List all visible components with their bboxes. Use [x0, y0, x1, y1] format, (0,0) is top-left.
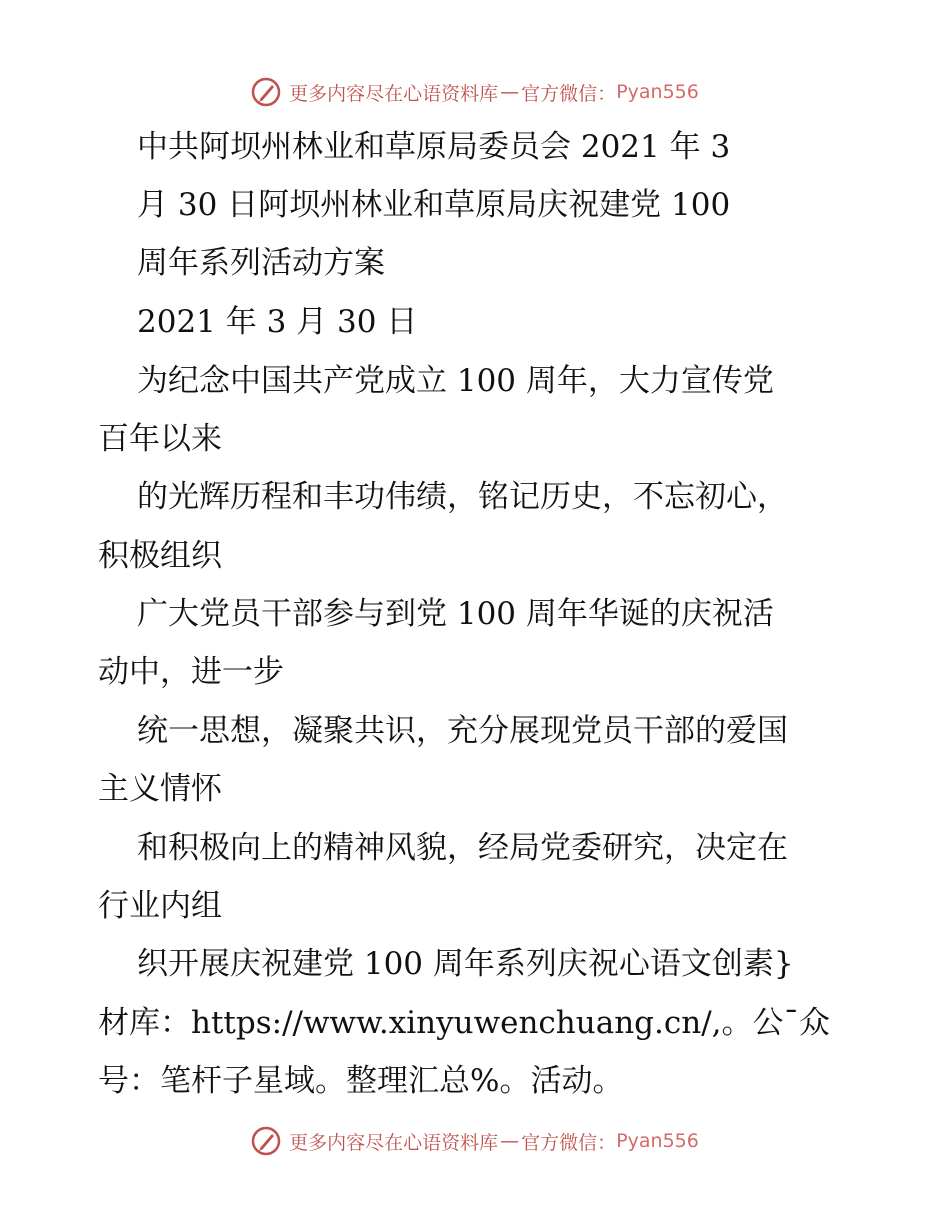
banner-wechat-id: Pyan556 — [616, 1130, 699, 1152]
paragraph-line: 动中，进一步 — [98, 654, 284, 690]
title-line-1: 中共阿坝州林业和草原局委员会 2021 年 3 — [137, 129, 731, 165]
banner-wechat-label: 官方微信： — [521, 1131, 617, 1154]
banner-text: 更多内容尽在心语资料库 — [289, 1131, 499, 1154]
paragraph-line: 行业内组 — [98, 888, 222, 924]
banner-text: 更多内容尽在心语资料库 — [289, 82, 499, 105]
banner-separator: — — [500, 1130, 520, 1152]
paragraph-line: 和积极向上的精神风貌，经局党委研究，决定在 — [137, 830, 788, 866]
paragraph-line: 广大党员干部参与到党 100 周年华诞的庆祝活 — [137, 596, 774, 632]
footer-watermark-banner — [0, 1121, 950, 1161]
header-watermark-banner — [0, 72, 950, 112]
quill-logo-icon — [251, 77, 281, 107]
banner-wechat-label: 官方微信： — [521, 82, 617, 105]
paragraph-line: 主义情怀 — [98, 771, 222, 807]
paragraph-line: 积极组织 — [98, 538, 222, 574]
paragraph-line: 为纪念中国共产党成立 100 周年，大力宣传党 — [137, 363, 774, 399]
paragraph-line: 材库：https://www.xinyuwenchuang.cn/,。公¯众 — [98, 1005, 830, 1041]
banner-wechat-id: Pyan556 — [616, 81, 699, 103]
paragraph-line: 号：笔杆子星域。整理汇总%。活动。 — [98, 1063, 624, 1099]
paragraph-line: 百年以来 — [98, 421, 222, 457]
paragraph-line: 统一思想，凝聚共识，充分展现党员干部的爱国 — [137, 713, 788, 749]
paragraph-line: 的光辉历程和丰功伟绩，铭记历史，不忘初心， — [137, 479, 788, 515]
paragraph-line: 织开展庆祝建党 100 周年系列庆祝心语文创素} — [137, 946, 794, 982]
title-line-2: 月 30 日阿坝州林业和草原局庆祝建党 100 — [137, 187, 731, 223]
title-line-3: 周年系列活动方案 — [137, 245, 385, 281]
quill-logo-icon — [251, 1126, 281, 1156]
date-line: 2021 年 3 月 30 日 — [137, 304, 418, 340]
banner-separator: — — [500, 81, 520, 103]
